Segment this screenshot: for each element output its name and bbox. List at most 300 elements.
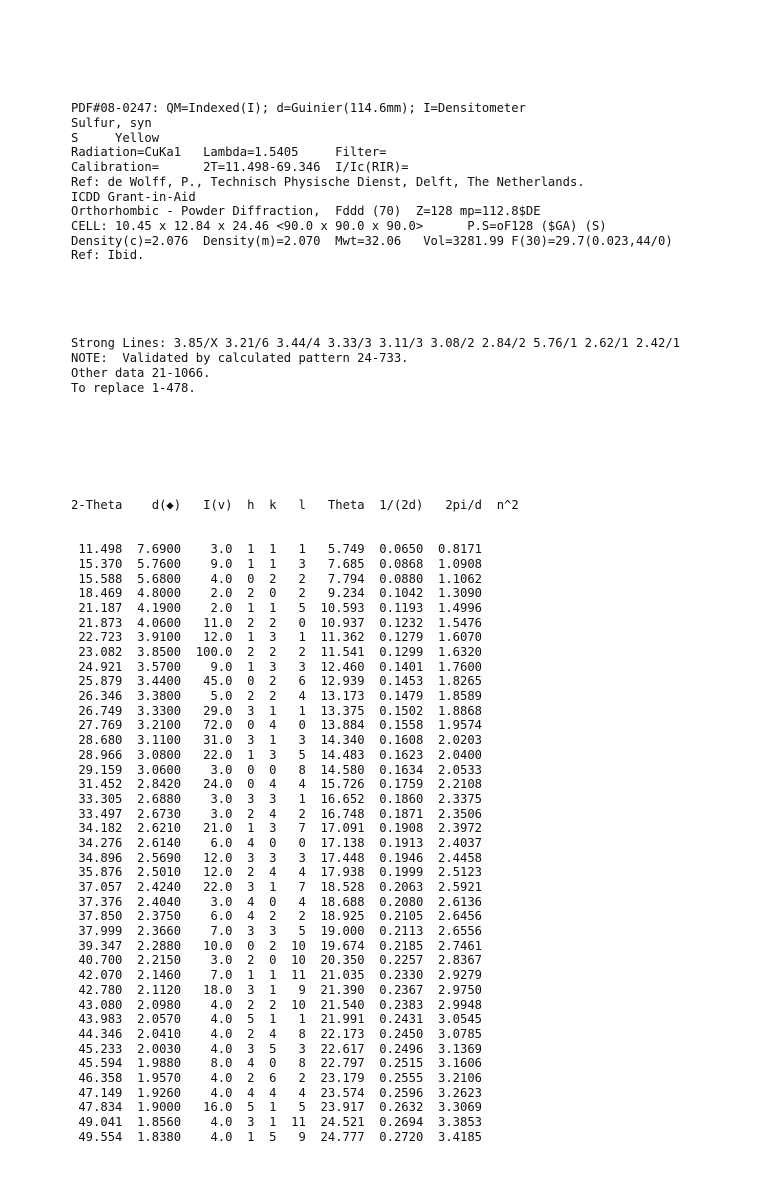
table-cell: 4 (298, 777, 306, 792)
table-cell: 7.0 (210, 924, 233, 939)
column-header: h (247, 498, 255, 513)
column-header: I(v) (203, 498, 233, 513)
table-cell: 2.3660 (137, 924, 182, 939)
table-cell: 22.797 (320, 1056, 365, 1071)
table-cell: 0 (247, 777, 255, 792)
column-header: n^2 (496, 498, 519, 513)
table-cell: 1 (269, 600, 277, 615)
table-row (71, 572, 680, 587)
table-cell: 6.0 (210, 835, 233, 850)
table-cell: 3.8500 (137, 645, 182, 660)
table-cell: 19.000 (320, 924, 365, 939)
table-cell: 4.0 (210, 1085, 233, 1100)
column-header: 2-Theta (71, 498, 123, 513)
table-cell: 0.0650 (379, 542, 424, 557)
table-cell: 40.700 (78, 953, 123, 968)
table-cell: 3.2106 (437, 1070, 483, 1085)
table-cell: 0 (247, 938, 255, 953)
table-cell: 37.850 (78, 909, 123, 924)
table-cell: 2.4037 (437, 835, 483, 850)
table-cell: 17.091 (320, 821, 365, 836)
table-cell: 1 (269, 733, 277, 748)
table-cell: 2 (247, 1070, 255, 1085)
table-cell: 0 (269, 894, 277, 909)
table-cell: 2.0980 (137, 997, 182, 1012)
table-cell: 34.182 (78, 821, 123, 836)
table-cell: 3 (298, 556, 306, 571)
table-cell: 2.2880 (137, 938, 182, 953)
table-cell: 0.2257 (379, 953, 424, 968)
table-cell: 1 (298, 703, 306, 718)
table-cell: 1 (247, 659, 255, 674)
table-cell: 31.0 (203, 733, 233, 748)
table-cell: 2 (298, 806, 306, 821)
table-cell: 3.1369 (437, 1041, 483, 1056)
table-cell: 47.149 (78, 1085, 123, 1100)
table-cell: 2.2150 (137, 953, 182, 968)
table-cell: 5.0 (210, 689, 233, 704)
table-cell: 2.6136 (437, 894, 483, 909)
table-cell: 2 (269, 571, 277, 586)
table-row (71, 924, 680, 939)
table-cell: 1 (269, 542, 277, 557)
table-cell: 0.2080 (379, 894, 424, 909)
table-row (71, 895, 680, 910)
table-cell: 2.6556 (437, 924, 483, 939)
table-cell: 31.452 (78, 777, 123, 792)
table-cell: 2 (247, 1026, 255, 1041)
table-cell: 8 (298, 1026, 306, 1041)
table-cell: 2.5123 (437, 865, 483, 880)
table-cell: 1.5476 (437, 615, 483, 630)
table-cell: 47.834 (78, 1100, 123, 1115)
table-cell: 4 (247, 835, 255, 850)
table-cell: 2 (298, 586, 306, 601)
table-cell: 45.233 (78, 1041, 123, 1056)
table-cell: 11 (291, 968, 306, 983)
table-cell: 2 (269, 645, 277, 660)
header-line: ICDD Grant-in-Aid (71, 189, 196, 204)
table-cell: 25.879 (78, 674, 123, 689)
table-cell: 2.6880 (137, 791, 182, 806)
table-cell: 2.2108 (437, 777, 483, 792)
table-cell: 0.1502 (379, 703, 424, 718)
column-header: 1/(2d) (379, 498, 424, 513)
table-cell: 18.925 (320, 909, 365, 924)
table-cell: 0 (247, 762, 255, 777)
table-cell: 2.7461 (437, 938, 483, 953)
table-cell: 3 (269, 791, 277, 806)
table-cell: 0.1479 (379, 689, 424, 704)
table-cell: 1.9570 (137, 1070, 182, 1085)
table-cell: 3.0 (210, 762, 233, 777)
table-cell: 0.0880 (379, 571, 424, 586)
table-cell: 0.1608 (379, 733, 424, 748)
table-cell: 4.0600 (137, 615, 182, 630)
table-cell: 3.0800 (137, 747, 182, 762)
table-cell: 15.370 (78, 556, 123, 571)
table-cell: 1 (247, 968, 255, 983)
table-cell: 18.0 (203, 982, 233, 997)
table-cell: 4 (269, 1026, 277, 1041)
table-cell: 2 (298, 645, 306, 660)
table-cell: 10 (291, 997, 306, 1012)
table-cell: 12.0 (203, 630, 233, 645)
table-cell: 3.0 (210, 542, 233, 557)
table-cell: 18.469 (78, 586, 123, 601)
table-cell: 100.0 (195, 645, 233, 660)
table-cell: 4 (269, 718, 277, 733)
table-cell: 1 (269, 703, 277, 718)
table-cell: 3 (298, 659, 306, 674)
table-cell: 1 (269, 1115, 277, 1130)
table-row (71, 763, 680, 778)
table-cell: 4 (269, 777, 277, 792)
table-row (71, 983, 680, 998)
table-cell: 2.5690 (137, 850, 182, 865)
table-cell: 3 (247, 1041, 255, 1056)
table-cell: 3.0545 (437, 1012, 483, 1027)
table-cell: 0.8171 (437, 542, 483, 557)
table-cell: 6 (298, 674, 306, 689)
table-cell: 7 (298, 821, 306, 836)
table-cell: 9.234 (327, 586, 365, 601)
table-cell: 3.0 (210, 953, 233, 968)
table-cell: 21.873 (78, 615, 123, 630)
table-cell: 3.0 (210, 894, 233, 909)
table-cell: 0.1913 (379, 835, 424, 850)
table-cell: 19.674 (320, 938, 365, 953)
table-row (71, 601, 680, 616)
header-line: Ref: de Wolff, P., Technisch Physische Dienst, Delft, The Netherlands. (71, 174, 585, 189)
table-cell: 0.2515 (379, 1056, 424, 1071)
table-cell: 5.7600 (137, 556, 182, 571)
table-cell: 0 (269, 1056, 277, 1071)
table-cell: 8.0 (210, 1056, 233, 1071)
peak-table (71, 469, 680, 1174)
table-cell: 10 (291, 953, 306, 968)
table-cell: 3 (247, 880, 255, 895)
table-cell: 4 (269, 806, 277, 821)
table-cell: 10.593 (320, 600, 365, 615)
table-cell: 0.1453 (379, 674, 424, 689)
table-cell: 10.0 (203, 938, 233, 953)
table-cell: 6 (269, 1070, 277, 1085)
table-cell: 3.3069 (437, 1100, 483, 1115)
table-cell: 3 (269, 659, 277, 674)
table-cell: 3 (247, 703, 255, 718)
table-cell: 72.0 (203, 718, 233, 733)
table-cell: 0.1860 (379, 791, 424, 806)
table-cell: 2.9948 (437, 997, 483, 1012)
table-cell: 3.0600 (137, 762, 182, 777)
table-cell: 8 (298, 1056, 306, 1071)
table-cell: 1 (247, 556, 255, 571)
table-cell: 0 (247, 674, 255, 689)
table-cell: 4.0 (210, 1129, 233, 1144)
table-cell: 1 (298, 1012, 306, 1027)
table-cell: 12.939 (320, 674, 365, 689)
table-row (71, 1056, 680, 1071)
table-cell: 9 (298, 1129, 306, 1144)
pdf-card-text (71, 72, 680, 1203)
table-cell: 0.2185 (379, 938, 424, 953)
table-cell: 2.6140 (137, 835, 182, 850)
table-cell: 0 (298, 835, 306, 850)
table-cell: 2.5010 (137, 865, 182, 880)
table-cell: 0.1299 (379, 645, 424, 660)
table-cell: 3 (298, 1041, 306, 1056)
table-cell: 29.0 (203, 703, 233, 718)
table-cell: 2.1460 (137, 968, 182, 983)
table-cell: 3 (298, 733, 306, 748)
table-cell: 15.726 (320, 777, 365, 792)
table-cell: 4.0 (210, 997, 233, 1012)
table-cell: 0.2555 (379, 1070, 424, 1085)
header-block (71, 101, 680, 263)
table-cell: 0.2431 (379, 1012, 424, 1027)
table-cell: 1 (269, 1012, 277, 1027)
table-cell: 1 (247, 630, 255, 645)
table-row (71, 821, 680, 836)
table-cell: 5 (247, 1012, 255, 1027)
table-cell: 2.0570 (137, 1012, 182, 1027)
table-row (71, 660, 680, 675)
column-header: Theta (327, 498, 365, 513)
table-cell: 21.187 (78, 600, 123, 615)
table-row (71, 645, 680, 660)
table-cell: 1.9880 (137, 1056, 182, 1071)
table-cell: 1.4996 (437, 600, 483, 615)
table-cell: 14.340 (320, 733, 365, 748)
table-cell: 4 (247, 1085, 255, 1100)
table-cell: 14.483 (320, 747, 365, 762)
table-cell: 7.685 (327, 556, 365, 571)
table-cell: 20.350 (320, 953, 365, 968)
table-cell: 3 (247, 1115, 255, 1130)
table-cell: 2 (298, 571, 306, 586)
table-cell: 0.2596 (379, 1085, 424, 1100)
table-cell: 46.358 (78, 1070, 123, 1085)
table-cell: 1 (269, 982, 277, 997)
table-cell: 4 (247, 1056, 255, 1071)
table-cell: 0 (298, 718, 306, 733)
table-cell: 9.0 (210, 556, 233, 571)
table-cell: 42.070 (78, 968, 123, 983)
table-cell: 34.896 (78, 850, 123, 865)
table-row (71, 953, 680, 968)
table-cell: 0.2113 (379, 924, 424, 939)
table-cell: 39.347 (78, 938, 123, 953)
table-cell: 0.1634 (379, 762, 424, 777)
table-cell: 2.0203 (437, 733, 483, 748)
table-row (71, 836, 680, 851)
table-cell: 22.617 (320, 1041, 365, 1056)
table-cell: 24.921 (78, 659, 123, 674)
table-cell: 3.3800 (137, 689, 182, 704)
table-cell: 18.688 (320, 894, 365, 909)
table-cell: 0 (269, 835, 277, 850)
table-row (71, 1086, 680, 1101)
table-cell: 45.0 (203, 674, 233, 689)
table-row (71, 851, 680, 866)
table-cell: 9 (298, 982, 306, 997)
table-cell: 7.6900 (137, 542, 182, 557)
table-cell: 33.497 (78, 806, 123, 821)
table-cell: 33.305 (78, 791, 123, 806)
table-cell: 0.1232 (379, 615, 424, 630)
table-cell: 3.0 (210, 806, 233, 821)
table-cell: 3.1100 (137, 733, 182, 748)
table-cell: 16.748 (320, 806, 365, 821)
table-cell: 4.0 (210, 1041, 233, 1056)
table-cell: 0.2450 (379, 1026, 424, 1041)
table-cell: 2.0410 (137, 1026, 182, 1041)
table-cell: 37.999 (78, 924, 123, 939)
table-cell: 3.3853 (437, 1115, 483, 1130)
table-cell: 3 (269, 821, 277, 836)
table-cell: 1 (247, 747, 255, 762)
table-cell: 11.498 (78, 542, 123, 557)
table-cell: 43.080 (78, 997, 123, 1012)
table-cell: 4 (247, 894, 255, 909)
table-cell: 0.1871 (379, 806, 424, 821)
table-cell: 2.4240 (137, 880, 182, 895)
table-row (71, 880, 680, 895)
table-cell: 0.2694 (379, 1115, 424, 1130)
table-cell: 26.749 (78, 703, 123, 718)
table-cell: 3 (247, 982, 255, 997)
column-header: l (298, 498, 306, 513)
table-cell: 12.460 (320, 659, 365, 674)
table-cell: 1 (247, 1129, 255, 1144)
table-cell: 2.3972 (437, 821, 483, 836)
table-cell: 4.8000 (137, 586, 182, 601)
table-cell: 21.035 (320, 968, 365, 983)
table-row (71, 1100, 680, 1115)
table-cell: 1 (269, 556, 277, 571)
table-cell: 7.0 (210, 968, 233, 983)
header-line: Sulfur, syn (71, 116, 152, 131)
table-cell: 26.346 (78, 689, 123, 704)
table-cell: 11.541 (320, 645, 365, 660)
table-cell: 49.554 (78, 1129, 123, 1144)
table-cell: 16.0 (203, 1100, 233, 1115)
table-cell: 2.0533 (437, 762, 483, 777)
header-line: Radiation=CuKa1 Lambda=1.5405 Filter= (71, 145, 387, 160)
table-cell: 0.2105 (379, 909, 424, 924)
table-cell: 22.0 (203, 880, 233, 895)
table-cell: 17.448 (320, 850, 365, 865)
table-cell: 21.390 (320, 982, 365, 997)
table-cell: 1 (247, 821, 255, 836)
table-cell: 14.580 (320, 762, 365, 777)
table-cell: 1 (269, 1100, 277, 1115)
table-cell: 22.173 (320, 1026, 365, 1041)
table-cell: 8 (298, 762, 306, 777)
table-cell: 1.9260 (137, 1085, 182, 1100)
table-row (71, 909, 680, 924)
table-cell: 7.794 (327, 571, 365, 586)
table-cell: 2 (269, 909, 277, 924)
table-cell: 0.1759 (379, 777, 424, 792)
table-cell: 4 (269, 1085, 277, 1100)
table-cell: 13.173 (320, 689, 365, 704)
table-cell: 2 (269, 615, 277, 630)
table-cell: 4.0 (210, 571, 233, 586)
table-row (71, 557, 680, 572)
table-cell: 10.937 (320, 615, 365, 630)
table-cell: 4 (298, 1085, 306, 1100)
table-cell: 0 (247, 571, 255, 586)
table-row (71, 1012, 680, 1027)
table-cell: 49.041 (78, 1115, 123, 1130)
table-cell: 2.4458 (437, 850, 483, 865)
table-row (71, 718, 680, 733)
table-row (71, 1115, 680, 1130)
table-cell: 22.723 (78, 630, 123, 645)
table-cell: 2 (298, 1070, 306, 1085)
table-cell: 0.2383 (379, 997, 424, 1012)
header-line: Calibration= 2T=11.498-69.346 I/Ic(RIR)= (71, 160, 409, 175)
table-cell: 10 (291, 938, 306, 953)
table-cell: 13.884 (320, 718, 365, 733)
table-cell: 13.375 (320, 703, 365, 718)
table-cell: 21.540 (320, 997, 365, 1012)
table-cell: 4.0 (210, 1012, 233, 1027)
table-cell: 5.6800 (137, 571, 182, 586)
table-cell: 0 (269, 586, 277, 601)
table-cell: 1.9574 (437, 718, 483, 733)
table-cell: 45.594 (78, 1056, 123, 1071)
table-cell: 5 (298, 600, 306, 615)
table-cell: 5 (269, 1041, 277, 1056)
table-cell: 1 (247, 542, 255, 557)
table-cell: 2.4040 (137, 894, 182, 909)
table-cell: 4 (298, 865, 306, 880)
table-cell: 1 (269, 968, 277, 983)
note-line: NOTE: Validated by calculated pattern 24-733. (71, 351, 409, 366)
table-row (71, 998, 680, 1013)
table-cell: 17.938 (320, 865, 365, 880)
header-line: Density(c)=2.076 Density(m)=2.070 Mwt=32.06 Vol=3281.99 F(30)=29.7(0.023,44/0) (71, 233, 673, 248)
table-cell: 2.6456 (437, 909, 483, 924)
note-line: Strong Lines: 3.85/X 3.21/6 3.44/4 3.33/3 3.11/3 3.08/2 2.84/2 5.76/1 2.62/1 2.42/1 (71, 336, 681, 351)
table-row (71, 674, 680, 689)
table-cell: 2 (247, 615, 255, 630)
table-cell: 1.3090 (437, 586, 483, 601)
table-body (71, 542, 680, 1144)
table-cell: 1.8380 (137, 1129, 182, 1144)
table-cell: 4.0 (210, 1026, 233, 1041)
table-cell: 1.8560 (137, 1115, 182, 1130)
table-cell: 24.777 (320, 1129, 365, 1144)
table-cell: 23.917 (320, 1100, 365, 1115)
table-cell: 2 (269, 674, 277, 689)
table-cell: 1.6320 (437, 645, 483, 660)
table-cell: 3.5700 (137, 659, 182, 674)
table-cell: 3 (247, 733, 255, 748)
table-row (71, 777, 680, 792)
table-row (71, 1130, 680, 1145)
table-cell: 2 (247, 997, 255, 1012)
table-cell: 3.2623 (437, 1085, 483, 1100)
table-cell: 9.0 (210, 659, 233, 674)
table-cell: 0.1042 (379, 586, 424, 601)
table-cell: 0.0868 (379, 556, 424, 571)
table-cell: 37.057 (78, 880, 123, 895)
table-cell: 2 (269, 689, 277, 704)
